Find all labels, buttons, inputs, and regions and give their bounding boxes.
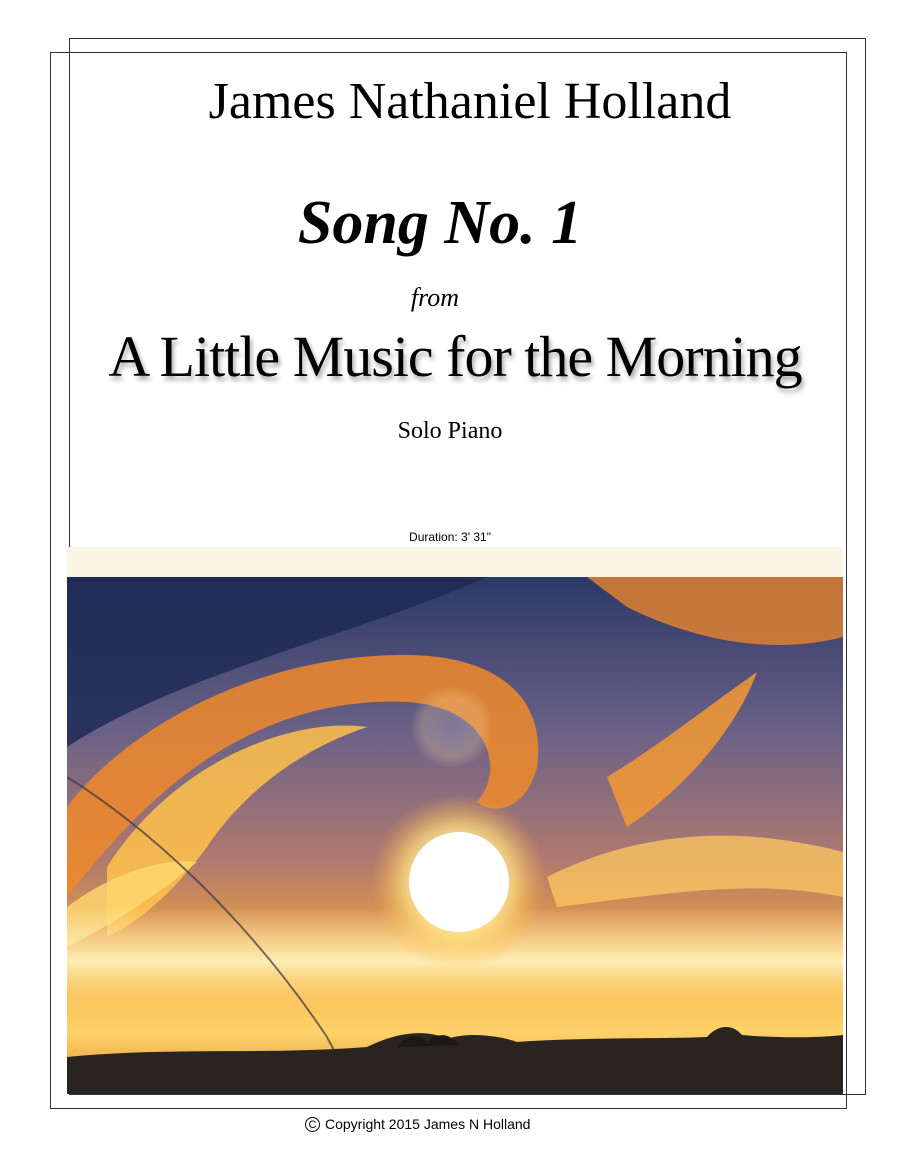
collection-title: A Little Music for the Morning: [108, 324, 802, 389]
from-label: from: [410, 283, 460, 312]
composer-name: James Nathaniel Holland: [208, 73, 732, 130]
duration-label: Duration: 3' 31": [409, 530, 491, 544]
cream-band: [67, 547, 843, 577]
copyright-notice: [305, 1116, 530, 1132]
song-title: Song No. 1: [297, 189, 583, 257]
copyright-text: Copyright 2015 James N Holland: [325, 1116, 531, 1132]
copyright-icon: C: [305, 1117, 320, 1132]
sunrise-cover-image: [67, 577, 843, 1094]
instrumentation: Solo Piano: [397, 418, 503, 444]
